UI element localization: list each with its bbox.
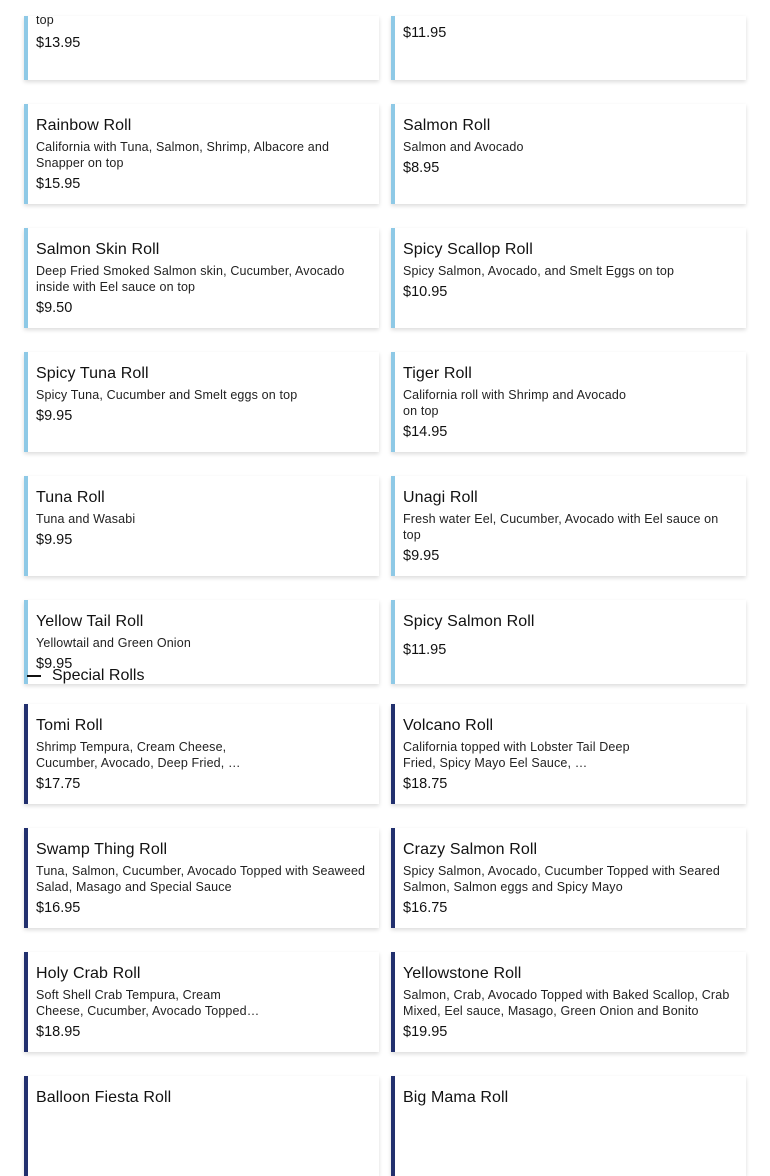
menu-item-card-holy-crab-roll[interactable] — [24, 952, 379, 1052]
special-rolls-section-toggle[interactable] — [24, 664, 144, 688]
item-price: $9.95 — [403, 548, 440, 564]
item-description: Salmon, Crab, Avocado Topped with Baked Scallop, Crab Mixed, Eel sauce, Masago, Green Onion and Bonito — [403, 988, 730, 1018]
item-price: $9.50 — [36, 300, 73, 316]
item-name: Salmon Skin Roll — [36, 241, 160, 258]
item-name: Spicy Salmon Roll — [403, 613, 535, 630]
item-description: Spicy Salmon, Avocado, and Smelt Eggs on top — [403, 264, 675, 278]
item-price: $9.95 — [36, 532, 73, 548]
item-description: Yellowtail and Green Onion — [36, 636, 191, 650]
item-price: $19.95 — [403, 1024, 448, 1040]
item-name: Holy Crab Roll — [36, 965, 141, 982]
menu-item-card-big-mama-roll[interactable] — [391, 1076, 746, 1176]
item-name: Salmon Roll — [403, 117, 491, 134]
item-price: $13.95 — [36, 35, 81, 51]
menu-item-card-balloon-fiesta-roll[interactable] — [24, 1076, 379, 1176]
item-name: Yellow Tail Roll — [36, 613, 144, 630]
item-description: Tuna and Wasabi — [36, 512, 136, 526]
item-price: $18.95 — [36, 1024, 81, 1040]
menu-item-card[interactable] — [391, 16, 746, 80]
item-price: $10.95 — [403, 284, 448, 300]
item-price: $8.95 — [403, 160, 440, 176]
item-name: Spicy Tuna Roll — [36, 365, 149, 382]
minus-icon — [26, 668, 42, 684]
item-description: Deep Fried Smoked Salmon skin, Cucumber, Avocado inside with Eel sauce on top — [36, 264, 345, 294]
item-name: Tuna Roll — [36, 489, 105, 506]
item-description: Salmon and Avocado — [403, 140, 524, 154]
section-title: Special Rolls — [52, 667, 145, 684]
item-name: Swamp Thing Roll — [36, 841, 168, 858]
item-description: Spicy Tuna, Cucumber and Smelt eggs on top — [36, 388, 298, 402]
menu-item-card[interactable] — [24, 16, 379, 80]
item-price: $9.95 — [36, 408, 73, 424]
item-name: Crazy Salmon Roll — [403, 841, 538, 858]
item-price: $16.75 — [403, 900, 448, 916]
item-price: $15.95 — [36, 176, 81, 192]
item-price: $11.95 — [403, 642, 447, 658]
item-price: $11.95 — [403, 25, 447, 41]
item-name: Unagi Roll — [403, 489, 478, 506]
item-name: Spicy Scallop Roll — [403, 241, 533, 258]
item-price: $17.75 — [36, 776, 81, 792]
item-name: Big Mama Roll — [403, 1089, 509, 1106]
menu-item-card-tiger-roll[interactable] — [391, 352, 746, 452]
rolls-grid — [24, 0, 746, 700]
item-name: Yellowstone Roll — [403, 965, 522, 982]
item-description: Spicy Salmon, Avocado, Cucumber Topped with Seared Salmon, Salmon eggs and Spicy Mayo — [403, 864, 720, 894]
menu-item-card-crazy-salmon-roll[interactable] — [391, 828, 746, 928]
menu-item-card-yellowstone-roll[interactable] — [391, 952, 746, 1052]
item-name: Balloon Fiesta Roll — [36, 1089, 172, 1106]
item-name: Tomi Roll — [36, 717, 103, 734]
menu-item-card-spicy-tuna-roll[interactable] — [24, 352, 379, 452]
item-description: Fresh water Eel, Cucumber, Avocado with Eel sauce on top — [403, 512, 719, 542]
menu-item-card-unagi-roll[interactable] — [391, 476, 746, 576]
menu-item-card-tuna-roll[interactable] — [24, 476, 379, 576]
item-price: $16.95 — [36, 900, 81, 916]
item-price: $14.95 — [403, 424, 448, 440]
menu-item-card-volcano-roll[interactable] — [391, 704, 746, 804]
item-description: California roll with Shrimp and Avocado on top — [403, 388, 627, 418]
menu-item-card-tomi-roll[interactable] — [24, 704, 379, 804]
item-name: Volcano Roll — [403, 717, 494, 734]
item-price: $9.95 — [36, 656, 73, 672]
menu-item-card-rainbow-roll[interactable] — [24, 104, 379, 204]
item-description: Soft Shell Crab Tempura, Cream Cheese, Cucumber, Avocado Topped… — [36, 988, 260, 1018]
item-description: top — [36, 16, 54, 27]
item-price: $18.75 — [403, 776, 448, 792]
item-description: Shrimp Tempura, Cream Cheese, Cucumber, Avocado, Deep Fried, … — [36, 740, 241, 770]
menu-item-card-salmon-roll[interactable] — [391, 104, 746, 204]
item-name: Rainbow Roll — [36, 117, 132, 134]
menu-item-card-spicy-scallop-roll[interactable] — [391, 228, 746, 328]
menu-item-card-swamp-thing-roll[interactable] — [24, 828, 379, 928]
item-description: California topped with Lobster Tail Deep Fried, Spicy Mayo Eel Sauce, … — [403, 740, 630, 770]
item-name: Tiger Roll — [403, 365, 472, 382]
menu-item-card-spicy-salmon-roll[interactable] — [391, 600, 746, 684]
menu-item-card-salmon-skin-roll[interactable] — [24, 228, 379, 328]
item-description: California with Tuna, Salmon, Shrimp, Albacore and Snapper on top — [36, 140, 330, 170]
special-rolls-grid — [24, 704, 746, 1176]
item-description: Tuna, Salmon, Cucumber, Avocado Topped with Seaweed Salad, Masago and Special Sauce — [36, 864, 366, 894]
